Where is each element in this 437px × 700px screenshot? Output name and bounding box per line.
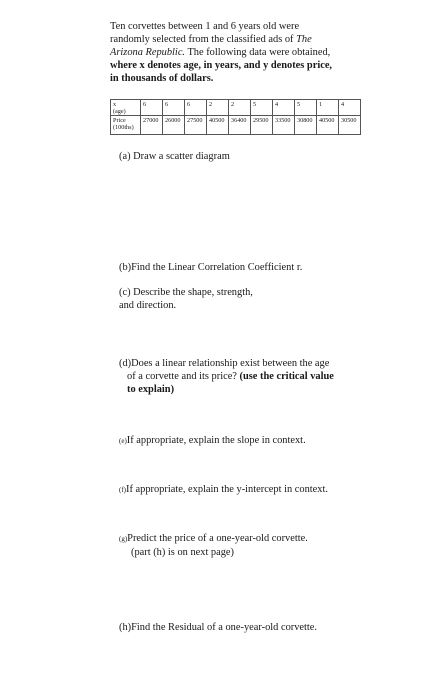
intro-line-2-text: randomly selected from the classified ads of bbox=[110, 34, 297, 45]
question-c-line-2: and direction. bbox=[119, 300, 177, 311]
question-f-marker: (f) bbox=[119, 486, 126, 494]
age-value: 1 bbox=[317, 100, 339, 116]
age-value: 6 bbox=[185, 100, 207, 116]
intro-line-5: in thousands of dollars. bbox=[110, 73, 214, 84]
age-header-cell bbox=[111, 100, 141, 116]
price-value: 36400 bbox=[229, 116, 251, 135]
price-row bbox=[111, 116, 361, 135]
price-value: 33500 bbox=[273, 116, 295, 135]
question-h: (h)Find the Residual of a one-year-old corvette. bbox=[119, 622, 318, 633]
price-value: 30500 bbox=[339, 116, 361, 135]
price-value: 27500 bbox=[185, 116, 207, 135]
question-g-text: Predict the price of a one-year-old corvette. bbox=[127, 533, 308, 544]
question-b: (b)Find the Linear Correlation Coefficient r. bbox=[119, 262, 303, 273]
age-value: 6 bbox=[141, 100, 163, 116]
question-g-line-1 bbox=[119, 532, 308, 546]
question-c bbox=[119, 286, 253, 312]
question-e bbox=[119, 434, 306, 448]
price-header-cell bbox=[111, 116, 141, 135]
price-value: 40500 bbox=[317, 116, 339, 135]
age-value: 6 bbox=[163, 100, 185, 116]
question-d-line-3: to explain) bbox=[127, 384, 175, 395]
age-value: 5 bbox=[251, 100, 273, 116]
question-g bbox=[119, 532, 308, 559]
price-value: 27000 bbox=[141, 116, 163, 135]
age-header-sub: (age) bbox=[113, 108, 126, 115]
intro-line-2 bbox=[110, 33, 372, 46]
question-f bbox=[119, 483, 328, 497]
price-value: 40500 bbox=[207, 116, 229, 135]
data-table bbox=[110, 99, 361, 135]
question-g-line-2: (part (h) is on next page) bbox=[131, 547, 235, 558]
age-value: 2 bbox=[229, 100, 251, 116]
intro-line-3-text: The following data were obtained, bbox=[185, 47, 331, 58]
question-e-marker: (e) bbox=[119, 437, 127, 445]
intro-line-1: Ten corvettes between 1 and 6 years old were bbox=[110, 21, 300, 32]
question-e-text: If appropriate, explain the slope in context. bbox=[126, 435, 306, 446]
question-d-hint: (use the critical value bbox=[239, 371, 334, 382]
age-value: 5 bbox=[295, 100, 317, 116]
question-g-marker: (g) bbox=[119, 535, 128, 543]
newspaper-name-part2: Arizona Republic. bbox=[110, 47, 186, 58]
problem-statement bbox=[110, 20, 372, 85]
question-d-line-2-text: of a corvette and its price? bbox=[127, 371, 240, 382]
price-header-sub: (100ths) bbox=[113, 124, 134, 131]
question-a: (a) Draw a scatter diagram bbox=[119, 151, 230, 162]
price-header: Price bbox=[113, 117, 126, 124]
age-value: 2 bbox=[207, 100, 229, 116]
question-d-line-2 bbox=[119, 370, 334, 383]
age-header: x bbox=[113, 101, 117, 108]
intro-line-4: where x denotes age, in years, and y denotes price, bbox=[110, 60, 333, 71]
question-d bbox=[119, 357, 334, 396]
newspaper-name-part1: The bbox=[296, 34, 312, 45]
price-value: 29500 bbox=[251, 116, 273, 135]
intro-line-3 bbox=[110, 46, 372, 59]
price-value: 26000 bbox=[163, 116, 185, 135]
age-value: 4 bbox=[339, 100, 361, 116]
question-c-line-1: (c) Describe the shape, strength, bbox=[119, 287, 253, 298]
question-f-text: If appropriate, explain the y-intercept in context. bbox=[126, 484, 328, 495]
age-value: 4 bbox=[273, 100, 295, 116]
age-row bbox=[111, 100, 361, 116]
question-d-line-1: (d)Does a linear relationship exist between the age bbox=[119, 358, 330, 369]
price-value: 30800 bbox=[295, 116, 317, 135]
